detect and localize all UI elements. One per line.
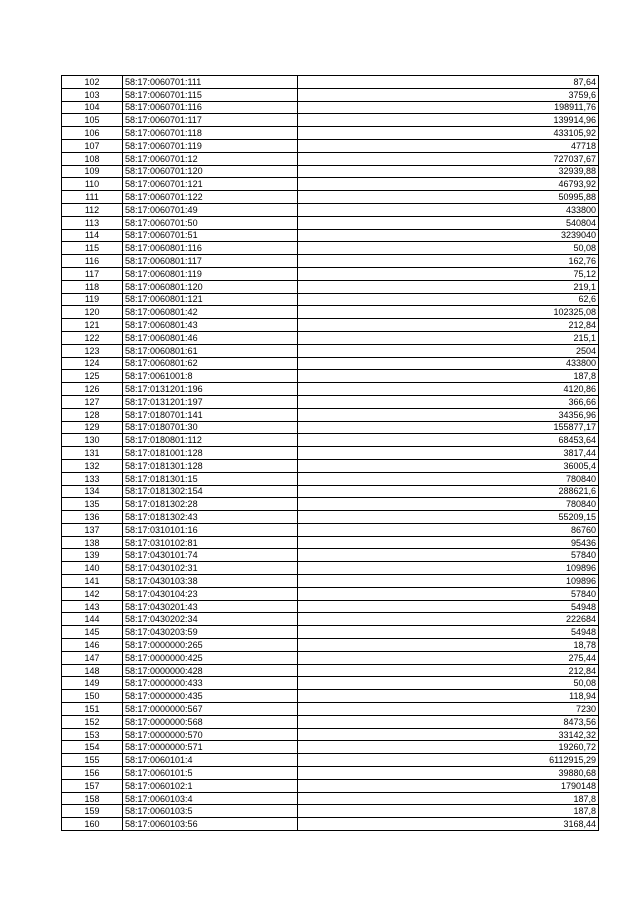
cadastral-number: 58:17:0060801:62 (123, 357, 298, 370)
cadastral-value: 198911,76 (298, 101, 599, 114)
cadastral-value: 3759,6 (298, 88, 599, 101)
cadastral-number: 58:17:0060101:5 (123, 767, 298, 780)
cadastral-value: 4120,86 (298, 383, 599, 396)
table-row (62, 191, 599, 204)
cadastral-value: 34356,96 (298, 408, 599, 421)
cadastral-value: 50995,88 (298, 191, 599, 204)
cadastral-value: 46793,92 (298, 178, 599, 191)
cadastral-number: 58:17:0060701:50 (123, 216, 298, 229)
cadastral-number: 58:17:0430102:31 (123, 562, 298, 575)
cadastral-number: 58:17:0060701:111 (123, 76, 298, 89)
cadastral-value: 47718 (298, 139, 599, 152)
cadastral-number: 58:17:0060801:42 (123, 306, 298, 319)
row-number: 105 (62, 114, 123, 127)
table-row (62, 767, 599, 780)
cadastral-number: 58:17:0000000:570 (123, 728, 298, 741)
row-number: 126 (62, 383, 123, 396)
row-number: 128 (62, 408, 123, 421)
cadastral-number: 58:17:0000000:567 (123, 703, 298, 716)
cadastral-number: 58:17:0180701:141 (123, 408, 298, 421)
table-row (62, 165, 599, 178)
table-row (62, 690, 599, 703)
cadastral-number: 58:17:0060103:56 (123, 818, 298, 831)
cadastral-value: 780840 (298, 498, 599, 511)
cadastral-value: 139914,96 (298, 114, 599, 127)
cadastral-value: 433105,92 (298, 127, 599, 140)
table-row (62, 127, 599, 140)
table-row (62, 88, 599, 101)
cadastral-value: 57840 (298, 587, 599, 600)
table-row (62, 639, 599, 652)
cadastral-value: 187,8 (298, 805, 599, 818)
cadastral-number: 58:17:0430101:74 (123, 549, 298, 562)
cadastral-value: 155877,17 (298, 421, 599, 434)
cadastral-value: 3817,44 (298, 447, 599, 460)
row-number: 153 (62, 728, 123, 741)
cadastral-value: 219,1 (298, 280, 599, 293)
table-row (62, 587, 599, 600)
table-row (62, 703, 599, 716)
cadastral-value: 57840 (298, 549, 599, 562)
table-row (62, 600, 599, 613)
row-number: 142 (62, 587, 123, 600)
cadastral-value: 33142,32 (298, 728, 599, 741)
table-row (62, 485, 599, 498)
cadastral-number: 58:17:0060801:121 (123, 293, 298, 306)
cadastral-value: 3168,44 (298, 818, 599, 831)
table-row (62, 357, 599, 370)
cadastral-value: 118,94 (298, 690, 599, 703)
cadastral-value: 32939,88 (298, 165, 599, 178)
row-number: 109 (62, 165, 123, 178)
table-row (62, 447, 599, 460)
table-row (62, 651, 599, 664)
table-row (62, 523, 599, 536)
row-number: 134 (62, 485, 123, 498)
cadastral-value: 54948 (298, 626, 599, 639)
cadastral-value: 39880,68 (298, 767, 599, 780)
cadastral-number: 58:17:0060101:4 (123, 754, 298, 767)
row-number: 140 (62, 562, 123, 575)
row-number: 113 (62, 216, 123, 229)
row-number: 108 (62, 152, 123, 165)
row-number: 144 (62, 613, 123, 626)
cadastral-number: 58:17:0310102:81 (123, 536, 298, 549)
row-number: 135 (62, 498, 123, 511)
row-number: 160 (62, 818, 123, 831)
row-number: 132 (62, 459, 123, 472)
cadastral-number: 58:17:0310101:16 (123, 523, 298, 536)
cadastral-number: 58:17:0060701:116 (123, 101, 298, 114)
table-row (62, 76, 599, 89)
row-number: 149 (62, 677, 123, 690)
cadastral-number: 58:17:0060701:121 (123, 178, 298, 191)
row-number: 148 (62, 664, 123, 677)
table-row (62, 715, 599, 728)
row-number: 156 (62, 767, 123, 780)
row-number: 110 (62, 178, 123, 191)
cadastral-number: 58:17:0060701:122 (123, 191, 298, 204)
cadastral-number: 58:17:0060801:117 (123, 255, 298, 268)
row-number: 133 (62, 472, 123, 485)
table-row (62, 677, 599, 690)
table-row (62, 395, 599, 408)
table-row (62, 216, 599, 229)
cadastral-number: 58:17:0000000:435 (123, 690, 298, 703)
row-number: 136 (62, 511, 123, 524)
cadastral-number: 58:17:0060701:115 (123, 88, 298, 101)
cadastral-number: 58:17:0430104:23 (123, 587, 298, 600)
cadastral-value: 212,84 (298, 664, 599, 677)
cadastral-value: 54948 (298, 600, 599, 613)
row-number: 157 (62, 779, 123, 792)
cadastral-value: 222684 (298, 613, 599, 626)
table-row (62, 370, 599, 383)
table-row (62, 242, 599, 255)
row-number: 115 (62, 242, 123, 255)
cadastral-number: 58:17:0060801:43 (123, 319, 298, 332)
table-row (62, 267, 599, 280)
row-number: 120 (62, 306, 123, 319)
cadastral-number: 58:17:0060801:46 (123, 331, 298, 344)
cadastral-value: 3239040 (298, 229, 599, 242)
cadastral-value: 102325,08 (298, 306, 599, 319)
cadastral-value: 275,44 (298, 651, 599, 664)
row-number: 127 (62, 395, 123, 408)
cadastral-value-table (61, 75, 599, 831)
table-row (62, 626, 599, 639)
table-row (62, 779, 599, 792)
cadastral-number: 58:17:0180701:30 (123, 421, 298, 434)
cadastral-value: 8473,56 (298, 715, 599, 728)
cadastral-number: 58:17:0000000:568 (123, 715, 298, 728)
row-number: 118 (62, 280, 123, 293)
table-row (62, 664, 599, 677)
row-number: 106 (62, 127, 123, 140)
table-row (62, 280, 599, 293)
cadastral-number: 58:17:0060701:120 (123, 165, 298, 178)
table-row (62, 728, 599, 741)
cadastral-value: 109896 (298, 575, 599, 588)
table-row (62, 408, 599, 421)
cadastral-value: 55209,15 (298, 511, 599, 524)
cadastral-number: 58:17:0131201:196 (123, 383, 298, 396)
table-row (62, 549, 599, 562)
cadastral-number: 58:17:0000000:425 (123, 651, 298, 664)
cadastral-value: 540804 (298, 216, 599, 229)
row-number: 114 (62, 229, 123, 242)
row-number: 121 (62, 319, 123, 332)
cadastral-number: 58:17:0181302:28 (123, 498, 298, 511)
cadastral-number: 58:17:0060103:4 (123, 792, 298, 805)
cadastral-value: 36005,4 (298, 459, 599, 472)
row-number: 152 (62, 715, 123, 728)
cadastral-value: 95436 (298, 536, 599, 549)
cadastral-value: 87,64 (298, 76, 599, 89)
table-row (62, 203, 599, 216)
cadastral-value: 18,78 (298, 639, 599, 652)
cadastral-number: 58:17:0060801:116 (123, 242, 298, 255)
table-row (62, 805, 599, 818)
table-row (62, 498, 599, 511)
cadastral-value: 2504 (298, 344, 599, 357)
row-number: 103 (62, 88, 123, 101)
cadastral-value: 215,1 (298, 331, 599, 344)
cadastral-number: 58:17:0060701:49 (123, 203, 298, 216)
cadastral-number: 58:17:0060701:118 (123, 127, 298, 140)
row-number: 159 (62, 805, 123, 818)
row-number: 104 (62, 101, 123, 114)
table-row (62, 319, 599, 332)
table-row (62, 741, 599, 754)
cadastral-number: 58:17:0000000:265 (123, 639, 298, 652)
cadastral-value: 366,66 (298, 395, 599, 408)
row-number: 143 (62, 600, 123, 613)
table-row (62, 536, 599, 549)
row-number: 150 (62, 690, 123, 703)
row-number: 147 (62, 651, 123, 664)
cadastral-number: 58:17:0060701:51 (123, 229, 298, 242)
table-row (62, 255, 599, 268)
table-row (62, 293, 599, 306)
table-row (62, 575, 599, 588)
table-row (62, 229, 599, 242)
table-row (62, 472, 599, 485)
row-number: 122 (62, 331, 123, 344)
cadastral-value: 162,76 (298, 255, 599, 268)
row-number: 116 (62, 255, 123, 268)
row-number: 145 (62, 626, 123, 639)
cadastral-value: 19260,72 (298, 741, 599, 754)
cadastral-number: 58:17:0000000:571 (123, 741, 298, 754)
table-row (62, 114, 599, 127)
cadastral-number: 58:17:0060103:5 (123, 805, 298, 818)
table-row (62, 383, 599, 396)
cadastral-number: 58:17:0181001:128 (123, 447, 298, 460)
cadastral-value: 109896 (298, 562, 599, 575)
cadastral-value: 433800 (298, 203, 599, 216)
cadastral-value: 62,6 (298, 293, 599, 306)
table-row (62, 152, 599, 165)
cadastral-number: 58:17:0061001:8 (123, 370, 298, 383)
table-row (62, 101, 599, 114)
row-number: 112 (62, 203, 123, 216)
cadastral-value: 86760 (298, 523, 599, 536)
row-number: 125 (62, 370, 123, 383)
row-number: 138 (62, 536, 123, 549)
cadastral-value: 6112915,29 (298, 754, 599, 767)
cadastral-value: 288621,6 (298, 485, 599, 498)
cadastral-number: 58:17:0060701:12 (123, 152, 298, 165)
table-row (62, 792, 599, 805)
cadastral-number: 58:17:0430202:34 (123, 613, 298, 626)
row-number: 130 (62, 434, 123, 447)
table-body (62, 76, 599, 831)
cadastral-value: 68453,64 (298, 434, 599, 447)
cadastral-value: 433800 (298, 357, 599, 370)
row-number: 131 (62, 447, 123, 460)
cadastral-number: 58:17:0430103:38 (123, 575, 298, 588)
table-row (62, 613, 599, 626)
cadastral-number: 58:17:0181301:128 (123, 459, 298, 472)
cadastral-value: 187,8 (298, 370, 599, 383)
table-row (62, 459, 599, 472)
cadastral-number: 58:17:0000000:433 (123, 677, 298, 690)
cadastral-value: 75,12 (298, 267, 599, 280)
cadastral-number: 58:17:0181302:43 (123, 511, 298, 524)
cadastral-number: 58:17:0131201:197 (123, 395, 298, 408)
row-number: 137 (62, 523, 123, 536)
cadastral-number: 58:17:0181301:15 (123, 472, 298, 485)
table-row (62, 306, 599, 319)
row-number: 107 (62, 139, 123, 152)
row-number: 154 (62, 741, 123, 754)
cadastral-value: 1790148 (298, 779, 599, 792)
table-row (62, 139, 599, 152)
cadastral-number: 58:17:0430201:43 (123, 600, 298, 613)
cadastral-value: 50,08 (298, 677, 599, 690)
row-number: 117 (62, 267, 123, 280)
cadastral-value: 212,84 (298, 319, 599, 332)
row-number: 151 (62, 703, 123, 716)
table-row (62, 421, 599, 434)
row-number: 123 (62, 344, 123, 357)
cadastral-number: 58:17:0060701:117 (123, 114, 298, 127)
table-row (62, 178, 599, 191)
table-row (62, 344, 599, 357)
cadastral-number: 58:17:0181302:154 (123, 485, 298, 498)
table-row (62, 511, 599, 524)
table-row (62, 434, 599, 447)
row-number: 141 (62, 575, 123, 588)
cadastral-number: 58:17:0060102:1 (123, 779, 298, 792)
table-row (62, 818, 599, 831)
table-row (62, 331, 599, 344)
cadastral-value: 187,8 (298, 792, 599, 805)
cadastral-value: 7230 (298, 703, 599, 716)
row-number: 129 (62, 421, 123, 434)
table-row (62, 754, 599, 767)
cadastral-number: 58:17:0180801:112 (123, 434, 298, 447)
row-number: 119 (62, 293, 123, 306)
row-number: 155 (62, 754, 123, 767)
row-number: 102 (62, 76, 123, 89)
row-number: 111 (62, 191, 123, 204)
cadastral-number: 58:17:0000000:428 (123, 664, 298, 677)
row-number: 139 (62, 549, 123, 562)
cadastral-number: 58:17:0060801:119 (123, 267, 298, 280)
cadastral-number: 58:17:0060701:119 (123, 139, 298, 152)
cadastral-value: 780840 (298, 472, 599, 485)
cadastral-number: 58:17:0430203:59 (123, 626, 298, 639)
cadastral-value: 727037,67 (298, 152, 599, 165)
cadastral-value: 50,08 (298, 242, 599, 255)
cadastral-number: 58:17:0060801:61 (123, 344, 298, 357)
row-number: 158 (62, 792, 123, 805)
row-number: 146 (62, 639, 123, 652)
row-number: 124 (62, 357, 123, 370)
table-row (62, 562, 599, 575)
cadastral-number: 58:17:0060801:120 (123, 280, 298, 293)
